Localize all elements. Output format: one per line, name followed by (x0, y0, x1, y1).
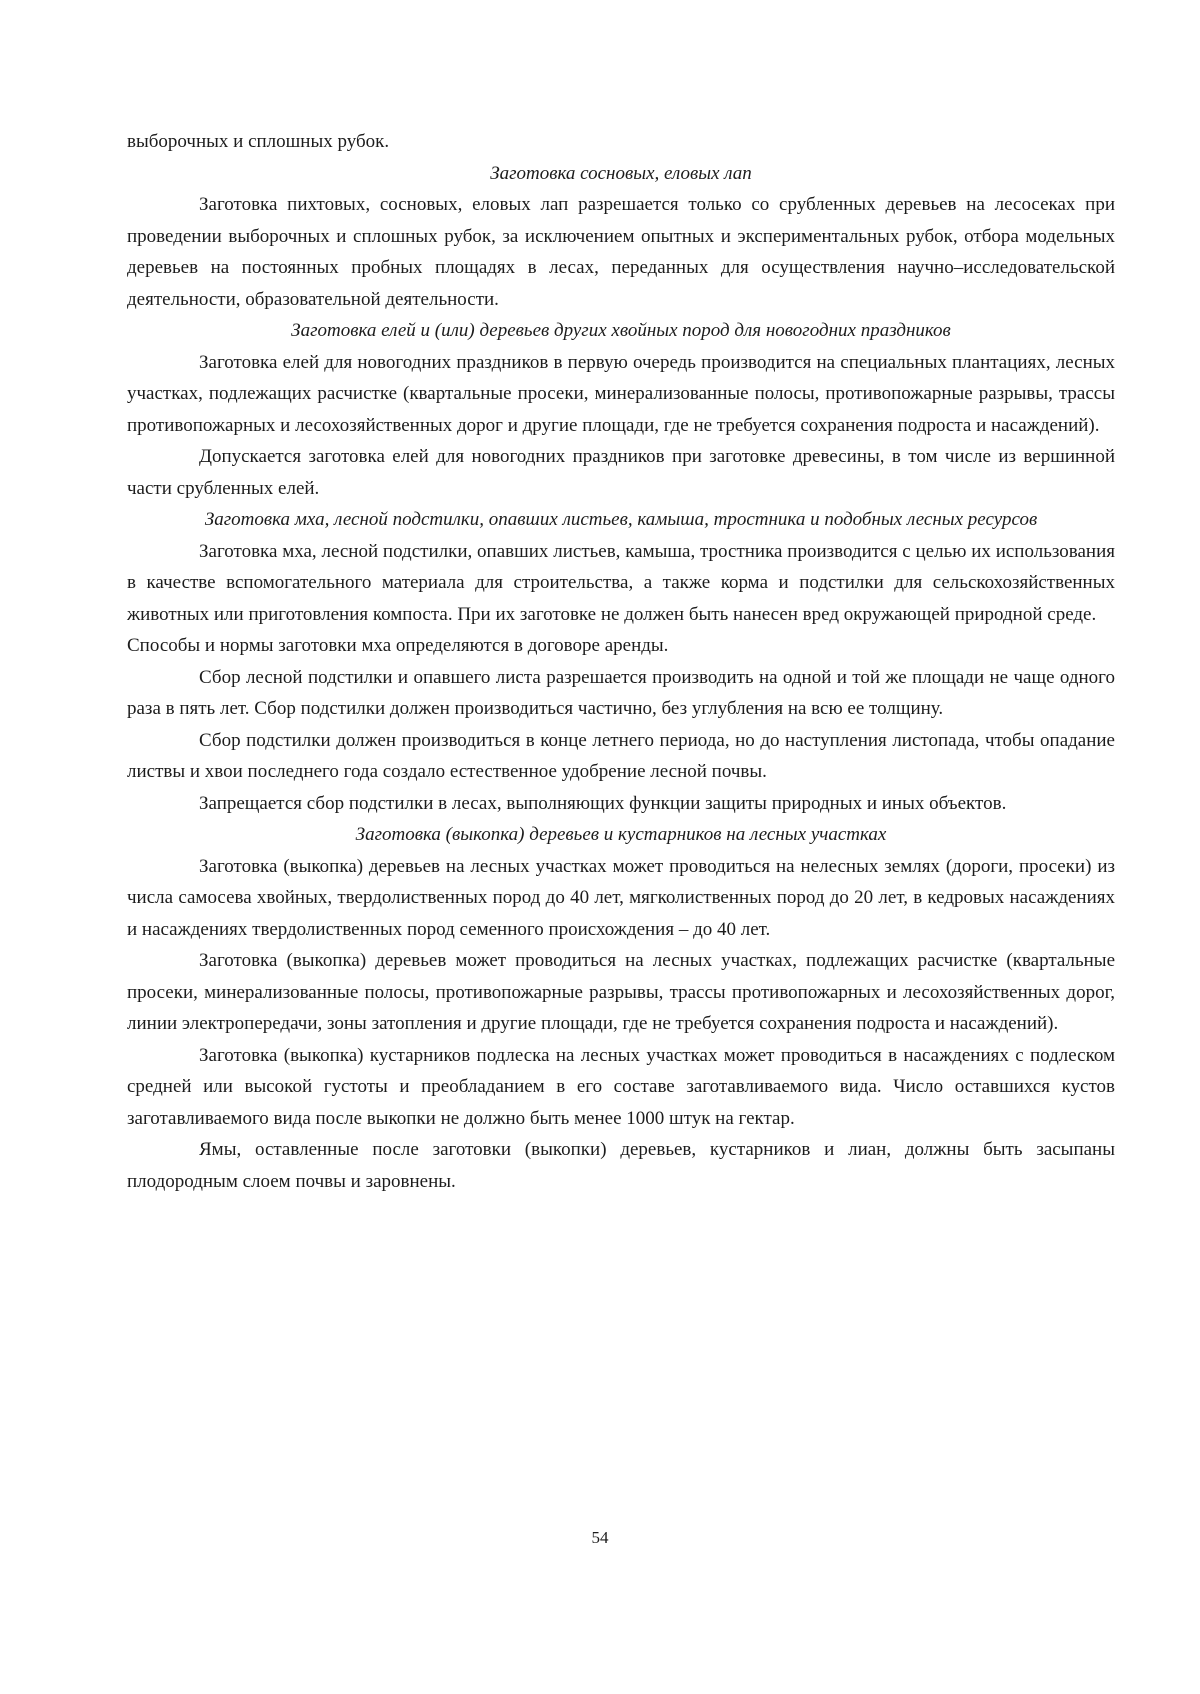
page-number: 54 (591, 1528, 609, 1547)
paragraph: Сбор лесной подстилки и опавшего листа разрешается производить на одной и той же площади не чаще одного раза в пять лет. Сбор подстилки должен производиться частично, без углубления на всю ее толщину. (127, 666, 1115, 719)
paragraph: Ямы, оставленные после заготовки (выкопки) деревьев, кустарников и лиан, должны быть засыпаны плодородным слоем почвы и заровнены. (127, 1139, 1115, 1192)
section-heading: Заготовка елей и (или) деревьев других хвойных пород для новогодних праздников (291, 320, 951, 341)
section-heading: Заготовка (выкопка) деревьев и кустарников на лесных участках (355, 824, 887, 845)
paragraph: Заготовка мха, лесной подстилки, опавших листьев, камыша, тростника производится с целью их использования в качестве вспомогательного материала для строительства, а также корма и подстилки для сельскохозяйственных животных или приготовления компоста. При их заготовке не должен быть нанесен вред окружающей природной среде. (127, 540, 1115, 625)
paragraph: Допускается заготовка елей для новогодних праздников при заготовке древесины, в том числе из вершинной части срубленных елей. (127, 446, 1115, 499)
paragraph: Запрещается сбор подстилки в лесах, выполняющих функции защиты природных и иных объектов. (199, 792, 1007, 814)
paragraph: Сбор подстилки должен производиться в конце летнего периода, но до наступления листопада, чтобы опадание листвы и хвои последнего года создало естественное удобрение лесной почвы. (127, 729, 1115, 782)
section-heading: Заготовка сосновых, еловых лап (490, 162, 752, 184)
section-heading: Заготовка мха, лесной подстилки, опавших листьев, камыша, тростника и подобных лесных ресурсов (204, 509, 1038, 530)
paragraph: Заготовка (выкопка) деревьев на лесных участках может проводиться на нелесных землях (дороги, просеки) из числа самосева хвойных, твердолиственных пород до 40 лет, мягколиственных пород до 20 лет, в кедровых насаждениях и насаждениях твердолиственных пород семенного происхождения – до 40 лет. (127, 855, 1115, 940)
paragraph: выборочных и сплошных рубок. (127, 131, 390, 152)
paragraph: Способы и нормы заготовки мха определяются в договоре аренды. (127, 635, 669, 656)
paragraph: Заготовка (выкопка) кустарников подлеска на лесных участках может проводиться в насаждениях с подлеском средней или высокой густоты и преобладанием в его составе заготавливаемого вида. Число оставшихся кустов заготавливаемого вида после выкопки не должно быть менее 1000 штук на гектар. (127, 1044, 1115, 1129)
document-body (127, 126, 1115, 1197)
paragraph: Заготовка (выкопка) деревьев может проводиться на лесных участках, подлежащих расчистке (квартальные просеки, минерализованные полосы, противопожарные разрывы, трассы противопожарных и лесохозяйственных дорог, линии электропередачи, зоны затопления и другие площади, где не требуется сохранения подроста и насаждений). (127, 950, 1115, 1034)
paragraph: Заготовка пихтовых, сосновых, еловых лап разрешается только со срубленных деревьев на лесосеках при проведении выборочных и сплошных рубок, за исключением опытных и экспериментальных рубок, отбора модельных деревьев на постоянных пробных площадях в лесах, переданных для осуществления научно–исследовательской деятельности, образовательной деятельности. (127, 194, 1115, 310)
paragraph: Заготовка елей для новогодних праздников в первую очередь производится на специальных плантациях, лесных участках, подлежащих расчистке (квартальные просеки, минерализованные полосы, противопожарные разрывы, трассы противопожарных и лесохозяйственных дорог и другие площади, где не требуется сохранения подроста и насаждений). (127, 351, 1115, 436)
